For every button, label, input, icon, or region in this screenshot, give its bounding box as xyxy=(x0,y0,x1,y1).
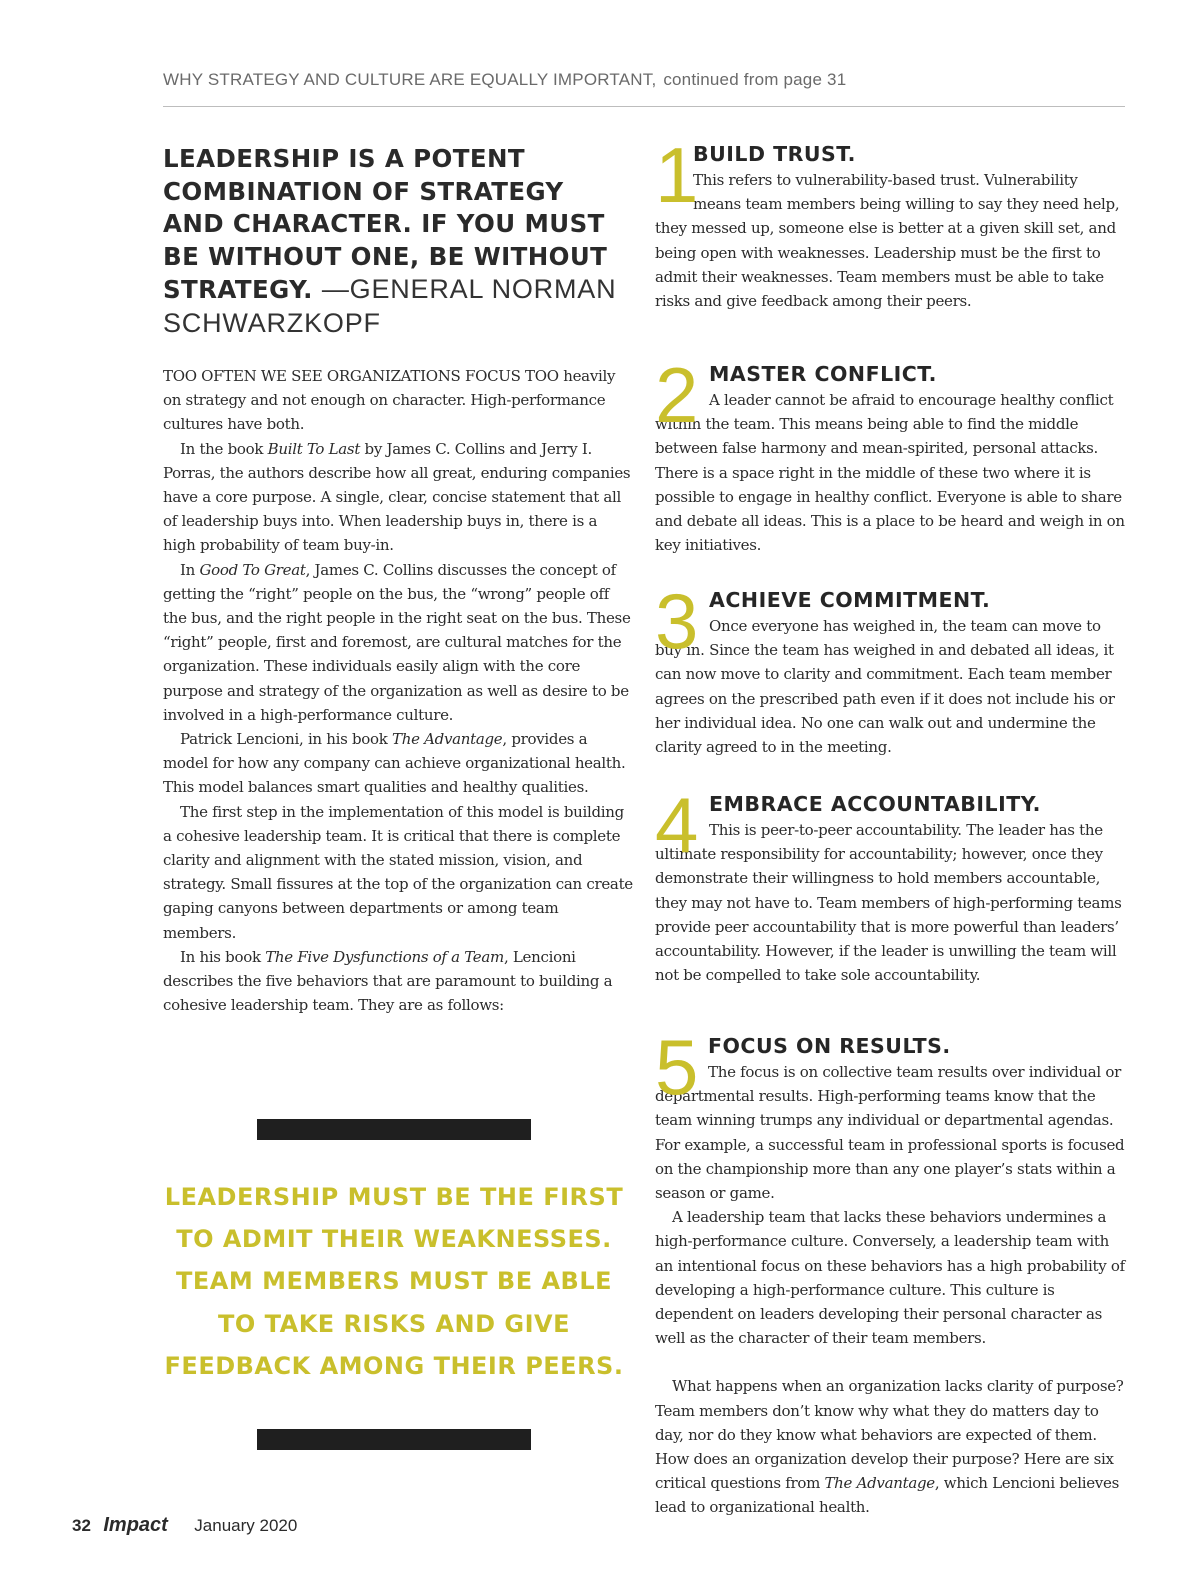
behavior-text: This is peer-to-peer accountability. The leader has the ultimate responsibility for accountability; however, once they demonstrate their willingness to hold members accountable, they may not have to. Team members of high-performing teams provide peer accountability that is more powerful than leaders’ accountability. However, if the leader is unwilling the team will not be compelled to take sole accountability. xyxy=(655,821,1122,985)
pull-quote-bottom-bar xyxy=(257,1429,531,1450)
running-head xyxy=(163,68,1125,92)
behavior-title: BUILD TRUST. xyxy=(693,142,856,166)
book-title: Built To Last xyxy=(267,439,361,458)
behavior-text: Once everyone has weighed in, the team can move to buy in. Since the team has weighed in and debated all ideas, it can now move to clarity and commitment. Each team member agrees on the prescribed path even if it does not include his or her individual idea. No one can walk out and undermine the clarity agreed to in the meeting. xyxy=(655,617,1115,757)
paragraph: In his book The Five Dysfunctions of a Team, Lencioni describes the five behaviors that are paramount to building a cohesive leadership team. They are as follows: xyxy=(163,947,613,1015)
behavior-item xyxy=(655,781,1127,1008)
paragraph: In the book Built To Last by James C. Collins and Jerry I. Porras, the authors describe how all great, enduring companies have a core purpose. A single, clear, concise statement that all of leadership buys into. When leadership buys in, there is a high probability of team buy-in. xyxy=(163,439,631,555)
quote-text: LEADERSHIP IS A POTENT COMBINATION OF STRATEGY AND CHARACTER. IF YOU MUST BE WITHOUT ONE, BE WITHOUT STRATEGY. xyxy=(163,144,608,304)
behavior-item xyxy=(655,1023,1127,1205)
book-title: The Advantage xyxy=(392,730,503,749)
paragraph: In Good To Great, James C. Collins discusses the concept of getting the “right” people on the bus, the “wrong” people off the bus, and the right people in the right seat on the bus. These “right” people, first and foremost, are cultural matches for the organization. These individuals easily align with the core purpose and strategy of the organization as well as desire to be involved in a high-performance culture. xyxy=(163,560,631,724)
page-number: 32 xyxy=(72,1516,91,1535)
book-title: The Advantage xyxy=(824,1474,935,1493)
book-title: The Five Dysfunctions of a Team xyxy=(265,947,504,966)
behavior-number: 3 xyxy=(655,577,699,665)
behavior-text: The focus is on collective team results over individual or departmental results. High-performing teams know that the team winning trumps any individual or departmental agendas. For example, a successful team in professional sports is focused on the championship more than any one player’s stats within a season or game. xyxy=(655,1063,1125,1203)
header-divider xyxy=(163,106,1125,107)
behavior-text: A leader cannot be afraid to encourage healthy conflict within the team. This means being able to find the middle between false harmony and mean-spirited, personal attacks. There is a space right in the middle of these two where it is possible to engage in healthy conflict. Everyone is able to share and debate all ideas. This is a place to be heard and weigh in on key initiatives. xyxy=(655,391,1125,555)
behavior-number: 2 xyxy=(655,351,699,439)
running-title: WHY STRATEGY AND CULTURE ARE EQUALLY IMPORTANT, xyxy=(163,70,657,89)
behavior-text: This refers to vulnerability-based trust. Vulnerability means team members being willing to say they need help, they messed up, someone else is better at a given skill set, and being open with weaknesses. Leadership must be the first to admit their weaknesses. Team members must be able to take risks and give feedback among their peers. xyxy=(655,171,1120,311)
page-footer xyxy=(72,1514,297,1540)
pull-quote-top-bar xyxy=(257,1119,531,1140)
opening-quote xyxy=(163,143,633,340)
behavior-number: 5 xyxy=(655,1023,699,1111)
behavior-title: EMBRACE ACCOUNTABILITY. xyxy=(709,792,1041,816)
behavior-title: FOCUS ON RESULTS. xyxy=(708,1034,951,1058)
behavior-title: ACHIEVE COMMITMENT. xyxy=(709,588,991,612)
continued-note: continued from page 31 xyxy=(663,70,847,89)
right-body-text xyxy=(655,1205,1127,1519)
behavior-title: MASTER CONFLICT. xyxy=(709,362,937,386)
behavior-item xyxy=(655,577,1127,780)
behavior-number: 4 xyxy=(655,781,699,869)
behavior-item xyxy=(655,131,1127,342)
magazine-name: Impact xyxy=(103,1514,168,1536)
paragraph: Patrick Lencioni, in his book The Advantage, provides a model for how any company can achieve organizational health. This model balances smart qualities and healthy qualities. xyxy=(163,730,626,797)
pull-quote: LEADERSHIP MUST BE THE FIRST TO ADMIT THEIR WEAKNESSES. TEAM MEMBERS MUST BE ABLE TO TAKE RISKS AND GIVE FEEDBACK AMONG THEIR PEERS. xyxy=(164,1183,624,1380)
behavior-item xyxy=(655,351,1127,578)
right-column xyxy=(655,131,1127,1520)
quote-attribution: —GENERAL NORMAN SCHWARZKOPF xyxy=(163,274,617,338)
lead-in: TOO OFTEN WE SEE ORGANIZATIONS FOCUS TOO xyxy=(163,367,559,385)
issue-date: January 2020 xyxy=(194,1516,298,1535)
behavior-number: 1 xyxy=(655,131,699,219)
left-body-text xyxy=(163,364,633,1017)
paragraph: What happens when an organization lacks clarity of purpose? Team members don’t know why what they do matters day to day, nor do they know what behaviors are expected of them. How does an organization develop their purpose? Here are six critical questions from The Advantage, which Lencioni believes lead to organizational health. xyxy=(655,1377,1124,1517)
paragraph: The first step in the implementation of this model is building a cohesive leadership team. It is critical that there is complete clarity and alignment with the stated mission, vision, and strategy. Small fissures at the top of the organization can create gaping canyons between departments or among team members. xyxy=(163,802,633,942)
paragraph: TOO OFTEN WE SEE ORGANIZATIONS FOCUS TOO heavily on strategy and not enough on character. High-performance cultures have both. xyxy=(163,367,616,434)
left-column xyxy=(163,143,633,1017)
paragraph: A leadership team that lacks these behaviors undermines a high-performance culture. Conversely, a leadership team with an intentional focus on these behaviors has a high probability of developing a high-performance culture. This culture is dependent on leaders developing their personal character as well as the character of their team members. xyxy=(655,1208,1125,1348)
book-title: Good To Great xyxy=(199,560,306,579)
